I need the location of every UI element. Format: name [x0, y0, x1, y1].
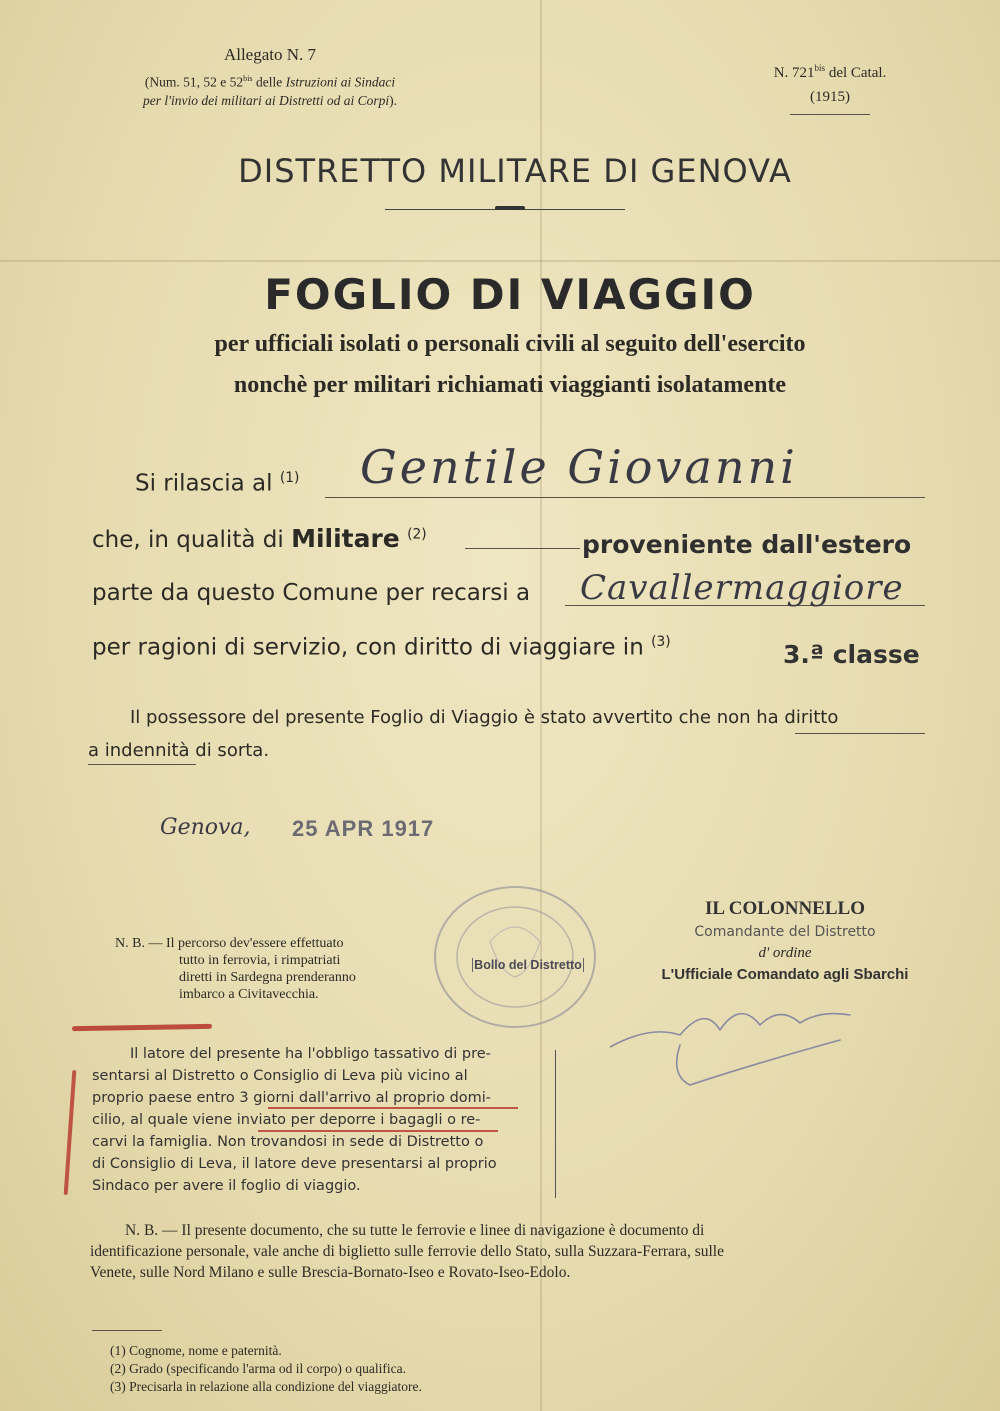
origin-value: proveniente dall'estero — [582, 530, 912, 559]
red-pencil-mark-margin — [64, 1070, 77, 1195]
district-heading: DISTRETTO MILITARE DI GENOVA — [238, 152, 792, 190]
date-stamp: 25 APR 1917 — [292, 816, 435, 841]
catalog-year: (1915) — [810, 89, 850, 105]
footnote-3: (3) Precisarla in relazione alla condizione del viaggiatore. — [110, 1379, 422, 1394]
district-seal — [430, 882, 600, 1032]
signer-role: Comandante del Distretto — [694, 924, 876, 940]
divider-ornament — [495, 206, 525, 210]
paper-fold-horizontal — [0, 260, 1000, 262]
footnote-ref-3: (3) — [651, 634, 671, 650]
footnote-2: (2) Grado (specificando l'arma od il corpo) o qualifica. — [110, 1361, 406, 1376]
subtitle-line-1: per ufficiali isolati o personali civili al seguito dell'esercito — [214, 331, 806, 357]
instructions-reference: (Num. 51, 52 e $52^{bis}$ delle Istruzioni ai Sindaci per l'invio dei militari ai Distretti od ai Corpi). — [142, 74, 397, 108]
warning-underline-b — [88, 764, 196, 765]
footnote-ref-2: (2) — [407, 526, 427, 543]
role-field-line — [465, 548, 580, 549]
paper-fold-vertical — [540, 0, 542, 1411]
signer-order: d' ordine — [758, 945, 812, 961]
nb-left-block: N. B. — Il percorso dev'essere effettuato tutto in ferrovia, i rimpatriati diretti in Sardegna prenderanno imbarco a Civitavecchia. — [115, 936, 356, 1002]
recipient-name-handwritten: Gentile Giovanni — [360, 440, 798, 494]
nb-bottom-text: N. B. — Il presente documento, che su tutte le ferrovie e linee di navigazione è documento di identificazione personale, vale anche di biglietto sulle ferrovie dello Stato, sulla Suzzara-Ferrara, sulle Venete, sulle Nord Milano e sulle Brescia-Bornato-Iseo e Rovato-Iseo-Edolo. — [90, 1222, 724, 1281]
signer-officer-stamp: L'Ufficiale Comandato agli Sbarchi — [661, 966, 909, 983]
warning-line-2: a indennità di sorta. — [88, 740, 270, 761]
role-label: che, in qualità di Militare $^{(2)}$ — [92, 524, 427, 553]
footnotes — [110, 1342, 422, 1396]
place-handwritten: Genova, — [160, 815, 251, 840]
red-underline-2 — [258, 1130, 498, 1132]
red-pencil-mark-top — [72, 1024, 212, 1031]
allegato-label: Allegato N. 7 — [223, 45, 317, 64]
subtitle-line-2: nonchè per militari richiamati viaggianti isolatamente — [233, 372, 787, 398]
red-underline-1 — [268, 1107, 518, 1109]
destination-handwritten: Cavallermaggiore — [580, 568, 904, 608]
signer-rank: IL COLONNELLO — [705, 898, 865, 919]
issued-to-label: Si rilascia al $^{(1)}$ — [135, 470, 300, 497]
class-value: 3.ª classe — [783, 640, 920, 669]
vertical-rule — [555, 1050, 556, 1198]
document-title: FOGLIO DI VIAGGIO — [264, 270, 756, 319]
seal-label: Bollo del Distretto — [472, 958, 584, 972]
warning-underline-a — [795, 733, 925, 734]
name-field-line — [325, 497, 925, 498]
role-value: Militare — [291, 524, 400, 553]
destination-label: parte da questo Comune per recarsi a — [92, 580, 531, 606]
catalog-number: N. $721^{bis}$ del Catal. — [773, 63, 887, 81]
obligation-text: Il latore del presente ha l'obbligo tassativo di pre- sentarsi al Distretto o Consiglio di Leva più vicino al proprio paese entro 3 giorni dall'arrivo al proprio domi- cilio, al quale viene inviato per deporre i bagagli o re- carvi la famiglia. Non trovandosi in sede di Distretto o di Consiglio di Leva, il latore deve presentarsi al proprio Sindaco per avere il foglio di viaggio. — [92, 1046, 497, 1194]
footnote-1: (1) Cognome, nome e paternità. — [110, 1343, 282, 1358]
signature-scribble — [610, 985, 890, 1095]
warning-line-1: Il possessore del presente Foglio di Viaggio è stato avvertito che non ha diritto — [130, 707, 839, 728]
footnote-rule — [92, 1330, 162, 1331]
catalog-underline — [790, 114, 870, 115]
class-label: per ragioni di servizio, con diritto di viaggiare in $^{(3)}$ — [92, 634, 671, 661]
footnote-ref-1: (1) — [279, 470, 300, 486]
